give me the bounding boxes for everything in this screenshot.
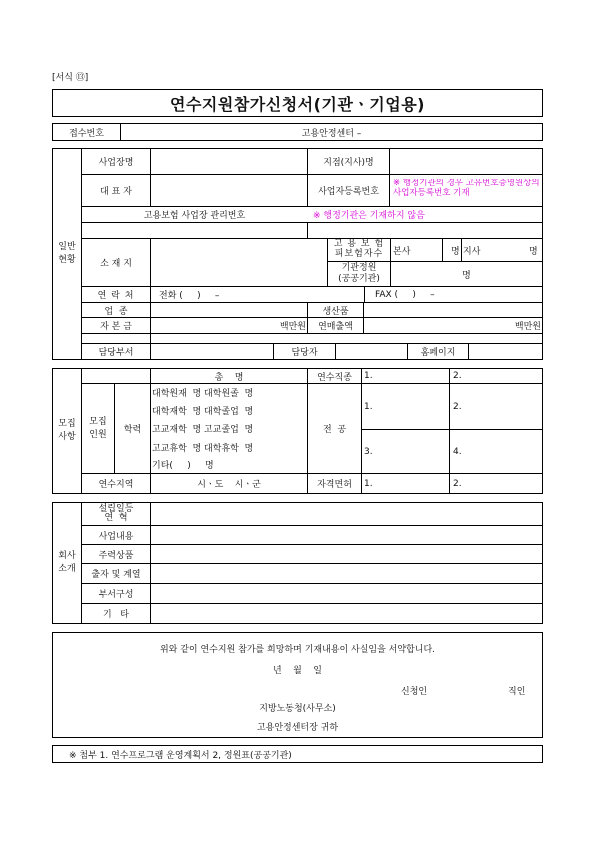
region-label: 연수지역 — [98, 480, 134, 490]
business-label: 사업내용 — [98, 531, 134, 542]
edu-row[interactable]: 대학재학 명 대학졸업 명 — [152, 406, 254, 417]
license-label: 자격면허 — [317, 480, 352, 490]
general-section — [52, 148, 543, 360]
manager-label: 담당자 — [291, 348, 318, 358]
other-field[interactable] — [151, 604, 542, 623]
address-label: 소 재 지 — [100, 259, 132, 269]
biz-reg-no-label: 사업자등록번호 — [318, 187, 379, 197]
phone-field[interactable]: 전화 ( ) – — [159, 291, 220, 301]
branch-label: 지사 — [463, 246, 481, 257]
insured-count-label: 고 용 보 험 피보험자수 — [333, 239, 385, 259]
address-field[interactable] — [151, 239, 327, 286]
license-1[interactable]: 1. — [364, 478, 373, 489]
workplace-name-field[interactable] — [151, 149, 307, 174]
capital-unit: 백만원 — [279, 322, 306, 332]
products-field[interactable] — [364, 303, 542, 317]
quota-label: 기관정원 (공공기관) — [338, 262, 380, 284]
insurance-mgmt-label: 고용보험 사업장 관리번호 — [143, 211, 246, 221]
field-2[interactable]: 2. — [453, 371, 462, 381]
biz-reg-note: ※ 행정기관의 경우 고유번호증명원상의 사업자등록번호 기재 — [393, 179, 540, 198]
hq-unit: 명 — [451, 246, 460, 257]
major-1[interactable]: 1. — [364, 401, 373, 412]
dept-field[interactable] — [151, 344, 273, 359]
attachment-note: ※ 첨부 1. 연수프로그램 운영계획서 2, 정원표(공공기관) — [69, 750, 292, 761]
history-field[interactable] — [151, 503, 542, 525]
office-label: 지방노동청(사무소) — [259, 704, 336, 714]
branch-unit: 명 — [529, 246, 538, 257]
recruit-section-label: 모집 사항 — [58, 419, 76, 442]
declaration-text: 위와 같이 연수지원 참가를 희망하며 기재내용이 사실임을 서약합니다. — [159, 645, 435, 655]
industry-field[interactable] — [151, 303, 307, 317]
quota-unit: 명 — [462, 270, 471, 281]
homepage-label: 홈페이지 — [420, 348, 456, 358]
recruits-label: 모집 인원 — [89, 416, 107, 440]
capital-label: 자 본 금 — [100, 322, 132, 332]
edu-row[interactable]: 대학원재 명 대학원졸 명 — [152, 388, 254, 399]
addressee-label: 고용안정센터장 귀하 — [256, 723, 339, 733]
declaration-date[interactable]: 년 월 일 — [273, 666, 322, 676]
general-section-label: 일반 현황 — [58, 242, 76, 265]
seal-label: 직인 — [508, 687, 526, 697]
education-label: 학력 — [123, 425, 142, 435]
affiliates-field[interactable] — [151, 564, 542, 583]
form-number: [서식 ⑬] — [52, 73, 89, 83]
applicant-label: 신청인 — [401, 687, 428, 697]
title-box — [52, 89, 543, 117]
receipt-row — [52, 123, 543, 141]
major-3[interactable]: 3. — [364, 446, 373, 457]
industry-label: 업 종 — [104, 306, 128, 317]
representative-field[interactable] — [151, 175, 307, 206]
insurance-note: ※ 행정기관은 기재하지 않음 — [313, 211, 425, 221]
main-products-field[interactable] — [151, 545, 542, 563]
edu-row[interactable]: 기타( ) 명 — [152, 460, 214, 471]
history-label: 설립일등 연 혁 — [98, 503, 134, 523]
departments-field[interactable] — [151, 584, 542, 603]
other-label: 기 타 — [103, 610, 129, 620]
declaration-section — [52, 632, 543, 738]
homepage-field[interactable] — [469, 344, 542, 359]
contact-label: 연 락 처 — [97, 291, 135, 301]
workplace-name-label: 사업장명 — [98, 158, 134, 168]
major-4[interactable]: 4. — [453, 446, 462, 457]
sales-unit: 백만원 — [514, 322, 541, 332]
hq-label: 본사 — [393, 246, 411, 257]
major-2[interactable]: 2. — [453, 401, 462, 412]
region-field[interactable]: 시ㆍ도 시ㆍ군 — [197, 480, 261, 490]
receipt-field[interactable]: 고용안정센터 – — [301, 128, 362, 139]
products-label: 생산품 — [322, 306, 349, 317]
representative-label: 대 표 자 — [100, 187, 132, 197]
manager-field[interactable] — [336, 344, 407, 359]
license-2[interactable]: 2. — [453, 478, 462, 489]
receipt-label: 접수번호 — [69, 128, 104, 139]
page-title: 연수지원참가신청서(기관ㆍ기업용) — [170, 94, 425, 114]
total-recruits[interactable]: 총 명 — [214, 372, 244, 383]
recruit-section — [52, 368, 543, 494]
edu-row[interactable]: 고교휴학 명 대학휴학 명 — [152, 443, 254, 454]
field-label: 연수직종 — [317, 372, 352, 383]
departments-label: 부서구성 — [98, 590, 134, 600]
branch-name-label: 지점(지사)명 — [323, 158, 374, 168]
company-section — [52, 502, 543, 624]
fax-field[interactable]: FAX ( ) – — [375, 289, 435, 300]
branch-name-field[interactable] — [390, 149, 542, 174]
field-1[interactable]: 1. — [364, 371, 373, 381]
main-products-label: 주력상품 — [98, 550, 134, 561]
business-field[interactable] — [151, 526, 542, 544]
dept-label: 담당부서 — [98, 348, 134, 358]
company-section-label: 회사 소개 — [58, 551, 76, 574]
major-label: 전 공 — [322, 425, 347, 435]
sales-label: 연매출액 — [318, 322, 353, 332]
edu-row[interactable]: 고교재학 명 고교졸업 명 — [152, 424, 254, 435]
affiliates-label: 출자 및 계열 — [91, 570, 141, 580]
attachment-row — [52, 745, 543, 763]
